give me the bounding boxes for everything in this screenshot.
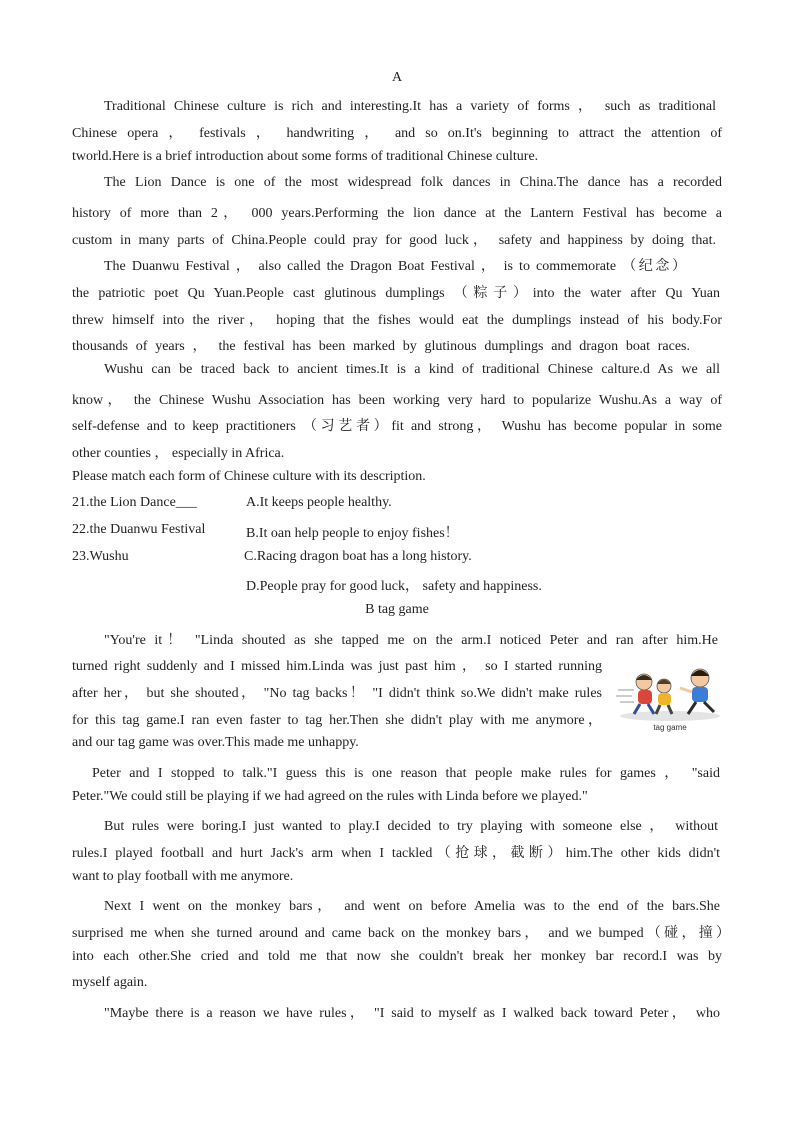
passage-b-p2-line-2: Peter."We could still be playing if we had agreed on the rules with Linda before we played.": [72, 789, 588, 804]
tag-game-illustration: [614, 660, 726, 732]
passage-a-title: A: [391, 70, 403, 85]
question-21: 21.the Lion Dance___: [72, 495, 197, 510]
passage-a-p3-line-2: the patriotic poet Qu Yuan.People cast glutinous dumplings （粽子）into the water after Qu Yuan: [72, 286, 720, 301]
question-23: 23.Wushu: [72, 549, 129, 564]
passage-b-p5-line-1: "Maybe there is a reason we have rules， "I said to myself as I walked back toward Peter， who: [104, 1006, 720, 1021]
passage-a-instruction: Please match each form of Chinese culture with its description.: [72, 469, 426, 484]
passage-a-p4-line-2: know， the Chinese Wushu Association has been working very hard to popularize Wushu.As a way of: [72, 393, 722, 408]
passage-a-p1-line-2: Chinese opera ， festivals ， handwriting ， and so on.It's beginning to attract the attention of: [72, 126, 722, 141]
passage-b-p4-line-1: Next I went on the monkey bars， and went on before Amelia was to the end of the bars.She: [104, 899, 720, 914]
passage-b-p3-line-1: But rules were boring.I just wanted to play.I decided to try playing with someone else ， without: [104, 819, 718, 834]
passage-a-p3-line-1: The Duanwu Festival ， also called the Dragon Boat Festival ， is to commemorate （纪念）: [104, 259, 686, 274]
tag-game-icon: [614, 660, 726, 722]
passage-b-p1-line-1: "You're it！ "Linda shouted as she tapped me on the arm.I noticed Peter and ran after him.He: [104, 633, 718, 648]
passage-a-p1-line-1: Traditional Chinese culture is rich and interesting.It has a variety of forms ， such as traditional: [104, 99, 716, 114]
passage-a-p2-line-1: The Lion Dance is one of the most widespread folk dances in China.The dance has a recorded: [104, 175, 722, 190]
passage-b-title: B tag game: [365, 602, 429, 617]
tag-game-caption: tag game: [653, 723, 687, 732]
passage-b-p4-line-2: surprised me when she turned around and came back on the monkey bars， and we bumped（碰，撞）: [72, 926, 730, 941]
passage-b-p4-line-3: into each other.She cried and told me that now she couldn't break her monkey bar record.I was by: [72, 949, 722, 964]
passage-a-p2-line-2: history of more than 2， 000 years.Performing the lion dance at the Lantern Festival has become a: [72, 206, 722, 221]
passage-b-p2-line-1: Peter and I stopped to talk."I guess this is one reason that people make rules for games ， "said: [92, 766, 720, 781]
passage-a-p2-line-3: custom in many parts of China.People could pray for good luck， safety and happiness by doing that.: [72, 233, 716, 248]
passage-b-p1-line-3: after her， but she shouted， "No tag backs！ "I didn't think so.We didn't make rules: [72, 686, 602, 701]
passage-b-p3-line-2: rules.I played football and hurt Jack's arm when I tackled（抢球，截断）him.The other kids didn't: [72, 846, 720, 861]
passage-a-p4-line-3: self-defense and to keep practitioners （习艺者）fit and strong， Wushu has become popular in some: [72, 419, 722, 434]
option-b: B.It oan help people to enjoy fishes！: [246, 526, 459, 541]
passage-a-p1-line-3: tworld.Here is a brief introduction about some forms of traditional Chinese culture.: [72, 149, 539, 164]
passage-b-p1-line-2: turned right suddenly and I missed him.Linda was just past him ， so I started running: [72, 659, 602, 674]
passage-a-p4-line-4: other counties ， especially in Africa.: [72, 446, 285, 461]
option-c: C.Racing dragon boat has a long history.: [244, 549, 472, 564]
passage-a-p4-line-1: Wushu can be traced back to ancient times.It is a kind of traditional Chinese calture.d As we all: [104, 362, 720, 377]
passage-b-p1-line-4: for this tag game.I ran even faster to tag her.Then she didn't play with me anymore，: [72, 713, 602, 728]
passage-b-p4-line-4: myself again.: [72, 975, 148, 990]
passage-a-p3-line-3: threw himself into the river， hoping that the fishes would eat the dumplings instead of his body.For: [72, 313, 722, 328]
passage-a-p3-line-4: thousands of years ， the festival has been marked by glutinous dumplings and dragon boat races.: [72, 339, 690, 354]
question-22: 22.the Duanwu Festival: [72, 522, 206, 537]
option-a: A.It keeps people healthy.: [246, 495, 392, 510]
option-d: D.People pray for good luck， safety and happiness.: [246, 579, 542, 594]
passage-b-p3-line-3: want to play football with me anymore.: [72, 869, 294, 884]
passage-b-p1-line-5: and our tag game was over.This made me unhappy.: [72, 735, 359, 750]
